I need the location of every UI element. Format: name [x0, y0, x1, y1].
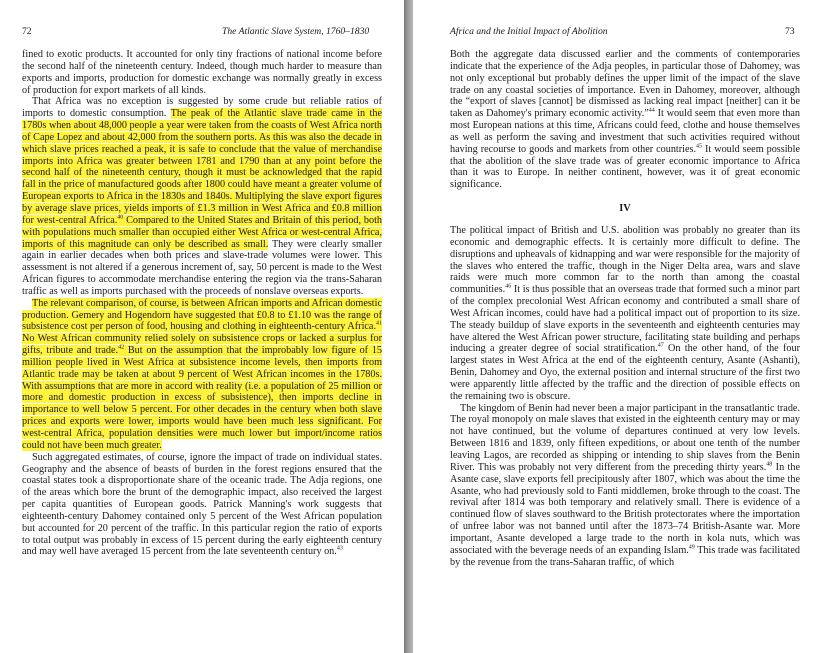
footnote-ref-47: 47 [657, 343, 664, 350]
footnote-ref-48: 48 [766, 461, 773, 468]
left-p2-highlight-a: The peak of the Atlantic slave trade came in the 1780s when about 48,000 people a year were taken from the coasts of West Africa north of Cape Lopez and about 42,000 from the southern ports. As this was also the decade in which slave prices reached a peak, it is safe to conclude that the value of merchandise imports into Africa was greater between 1781 and 1790 than at any point before the second half of the nineteenth century, though it must be acknowledged that the rapid fall in the price of manufactured goods after 1800 could have meant a greater volume of European exports to Africa in the 1830s and 1840s. Multiplying the slave export figures by average slave prices, yields imports of £1.3 million in West Africa and £0.8 million for west-central Africa. [22, 108, 382, 226]
footnote-ref-42: 42 [118, 344, 125, 351]
left-p3-highlight-b: No West African community relied solely on subsistence crops or lacked a surplus for gifts, tribute and trade. [22, 333, 382, 357]
right-p3-text-a: The kingdom of Benin had never been a major participant in the transatlantic trade. The royal monopoly on male slaves that existed in the eighteenth century may or may not have continued, but the volume of departures continued at very low levels. Between 1816 and 1839, only fifteen expeditions, or about one tenth of the number leaving Lagos, are recorded as shipping or intending to ship slaves from the Benin River. This was probably not very different from the preceding thirty years. [450, 402, 800, 473]
left-p2-highlight-b: Compared to the United States and Britain of this period, both with populations much smaller than occupied either West Africa or west-central Africa, imports of this magnitude can only be described as small. [22, 214, 382, 250]
highlight-peak-slave-trade [22, 108, 382, 249]
left-body-text [22, 49, 382, 558]
footnote-ref-49: 49 [688, 544, 695, 551]
left-paragraph-1: fined to exotic products. It accounted for only tiny fractions of national income before the second half of the nineteenth century. Indeed, though much harder to measure than exports and imports, production for domestic exchange was normally greatly in excess of production for export markets of all kinds. [22, 49, 382, 96]
footnote-ref-40: 40 [117, 214, 124, 221]
book-gutter [404, 0, 413, 653]
right-p1-text-a: Both the aggregate data discussed earlier and the comments of contemporaries indicate that the experience of the Adja peoples, in particular those of Dahomey, was not only exceptional but probably defines the upper limit of the impact of the slave trade on any coastal societies of importance. Even in Dahomey, moreover, although the “export of slaves [cannot] be dismissed as lacking real impact [neither] can it be taken as Dahomey's primary economic activity.” [450, 49, 800, 120]
right-body-text [450, 49, 800, 568]
highlight-relevant-comparison [22, 298, 382, 451]
right-paragraph-3 [450, 403, 800, 569]
right-p3-text-b: In the Asante case, slave exports fell precipitously after 1807, which was about the time the Asante, who had previously sold to Fanti middlemen, broke through to the coast. The revival after 1814 was both temporary and relatively small. There is evidence of a continued flow of slaves southward to the British protectorates where the importation of unfree labor was not banned until after the 1873–74 British-Asante war. More important, Asante developed a large trade to the north in kola nuts, which was associated with the beverage needs of an expanding Islam. [450, 461, 800, 556]
left-p4-text: Such aggregated estimates, of course, ignore the impact of trade on individual states. Geography and the absence of beasts of burden in the forest regions ensured that the coastal states took a disproportionate share of the oceanic trade. The Adja regions, one of the areas which bore the brunt of the demographic impact, also received the largest per capita quantities of European goods. Patrick Manning's work suggests that eighteenth-century Dahomey contained only 5 percent of the West African population but accounted for 20 percent of the traffic. In this particular region the ratio of exports to total output was probably in excess of 15 percent during the early eighteenth century and may well have averaged 15 percent from the late seventeenth century on. [22, 451, 382, 558]
left-page-number: 72 [22, 26, 32, 37]
footnote-ref-46: 46 [505, 283, 512, 290]
right-running-title: Africa and the Initial Impact of Abolition [450, 26, 608, 37]
left-p2-text-b: They were clearly smaller again in earlier decades when both prices and slave-trade volumes were lower. This assessment is not altered if a generous increment of, say, 50 percent is made to the West African figures to accommodate merchandise entering the region via the trans-Saharan traffic as well as imports purchased with the proceeds of nonslave overseas exports. [22, 238, 382, 297]
footnote-ref-43: 43 [336, 546, 343, 553]
right-p2-text-c: On the other hand, of the four largest states in West Africa at the end of the eighteenth century, Asante (Ashanti), Benin, Dahomey and Oyo, the external position and internal structure of the first two were apparently little affected by the traffic and the direction of possible effects on the remaining two is obscure. [450, 343, 800, 402]
left-paragraph-4 [22, 452, 382, 559]
right-p1-text-c: It would seem possible that the abolition of the slave trade was of greater economic importance to Africa than it was to Europe. In neither continent, however, was it of great economic significance. [450, 143, 800, 191]
footnote-ref-45: 45 [696, 143, 703, 150]
left-p2-text-a: That Africa was no exception is suggested by some crude but reliable ratios of imports to domestic consumption. [22, 96, 382, 120]
left-paragraph-2 [22, 96, 382, 297]
left-running-title: The Atlantic Slave System, 1760–1830 [222, 26, 370, 37]
section-heading: IV [619, 203, 631, 215]
footnote-ref-44: 44 [648, 107, 655, 114]
right-p1-text-b: It would seem that even more than most European nations at this time, Africans could feed, clothe and house themselves as well as perform the saving and investment that such activities required without having recourse to goods and markets from other countries. [450, 108, 800, 155]
left-paragraph-3 [22, 298, 382, 452]
right-p2-text-a: The political impact of British and U.S. abolition was probably no greater than its economic and demographic effects. It is certainly more difficult to define. The disruptions and upheavals of kidnapping and war were responsible for the majority of the slaves who entered the traffic, though in the Niger Delta area, wars and slave raids were much more common far to the north than among the coastal communities. [450, 224, 800, 296]
left-p3-highlight-a: The relevant comparison, of course, is between African imports and African domestic production. Gemery and Hogendorn have suggested that £0.8 to £1.10 was the range of subsistence cost per person of food, housing and clothing in eighteenth-century Africa. [22, 297, 382, 333]
right-p2-text-b: It is thus possible that an overseas trade that formed such a minor part of the complex precolonial West African economy and contributed a small share of West African incomes, could have had a political impact out of proportion to its size. The steady buildup of slave exports in the seventeenth and eighteenth centuries may have altered the West African power structure, facilitating state building and perhaps inducing a greater degree of social stratification. [450, 284, 800, 355]
right-p3-text-c: This trade was facilitated by the revenue from the trans-Saharan traffic, of which [450, 544, 800, 568]
right-page-number: 73 [785, 26, 795, 37]
left-page [0, 0, 404, 653]
footnote-ref-41: 41 [376, 321, 382, 328]
right-paragraph-2 [450, 225, 800, 403]
right-page [413, 0, 820, 653]
right-paragraph-1 [450, 49, 800, 191]
left-p3-highlight-c: But on the assumption that the improbably low figure of 15 million people lived in West Africa at subsistence income levels, then imports from Atlantic trade may be taken at about 9 percent of West African incomes in the 1780s. With assumptions that are more in accord with reality (i.e. a population of 25 million or more and domestic production in excess of subsistence), then imports decline in importance to well below 5 percent. For other decades in the century when both slave prices and exports were lower, imports would have been much less significant. For west-central Africa, population densities were much lower but import/income ratios could not have been much greater. [22, 345, 383, 451]
